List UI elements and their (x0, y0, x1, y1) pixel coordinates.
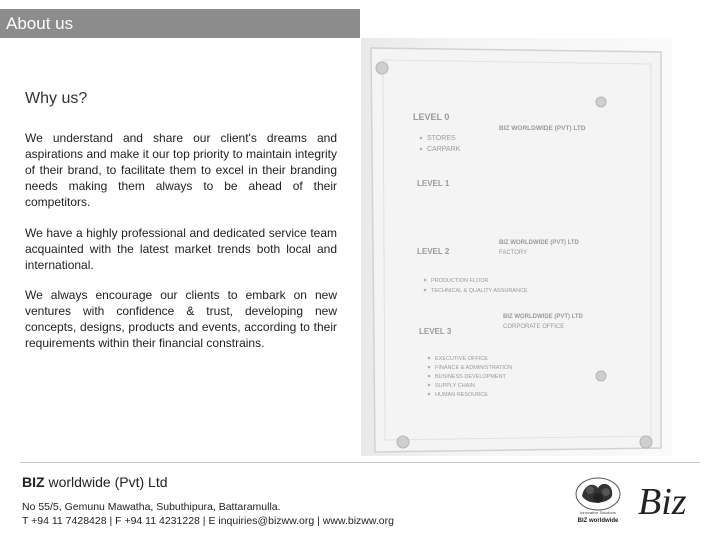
biz-emblem-logo (568, 474, 628, 531)
emblem-caption: BIZ worldwide (577, 518, 619, 524)
sign-level3-item-2: FINANCE & ADMINISTRATION (435, 365, 513, 371)
sign-level0-item-2: CARPARK (427, 146, 461, 153)
standoff-bolt (640, 436, 652, 448)
paragraph-1: We understand and share our client's dreams and aspirations and make it our top priority to maintain integrity of their brand, to facilitate them to excel in their branding needs making them always to be ahead of their competitors. (25, 131, 337, 209)
standoff-bolt (596, 97, 606, 107)
standoff-bolt (397, 436, 409, 448)
footer-address: No 55/5, Gemunu Mawatha, Subuthipura, Battaramulla. (22, 501, 281, 513)
footer-company-bold: BIZ (22, 474, 45, 490)
sign-level2-sub: FACTORY (499, 250, 528, 256)
sign-level3-sub: CORPORATE OFFICE (503, 324, 565, 330)
sign-board-photo (361, 38, 672, 456)
sign-level2-item-1: PRODUCTION FLOOR (431, 278, 489, 284)
page-title: About us (6, 14, 74, 33)
script-logo-text: Biz (638, 481, 687, 523)
sign-level0-item-1: STORES (427, 135, 456, 142)
footer-company-rest: worldwide (Pvt) Ltd (44, 474, 168, 490)
title-bar (0, 9, 360, 38)
standoff-bolt (376, 62, 388, 74)
paragraph-2: We have a highly professional and dedicated service team acquainted with the latest market trends both local and international. (25, 226, 337, 272)
section-subtitle: Why us? (25, 90, 88, 107)
emblem-tagline: Innovative Solutions (580, 510, 616, 515)
biz-script-logo (636, 476, 700, 531)
sign-level3-item-1: EXECUTIVE OFFICE (435, 356, 488, 362)
sign-level3-item-4: SUPPLY CHAIN (435, 383, 475, 389)
footer-company-name (22, 474, 168, 490)
sign-level3-item-3: BUSINESS DEVELOPMENT (435, 374, 506, 380)
sign-level2-company: BIZ WORLDWIDE (PVT) LTD (499, 240, 579, 246)
sign-level3-item-5: HUMAN RESOURCE (435, 392, 488, 398)
sign-level0: LEVEL 0 (413, 112, 450, 122)
sign-level3: LEVEL 3 (419, 327, 452, 336)
sign-level3-company: BIZ WORLDWIDE (PVT) LTD (503, 314, 583, 320)
standoff-bolt (596, 371, 606, 381)
sign-level1: LEVEL 1 (417, 179, 450, 188)
paragraph-3: We always encourage our clients to embark on new ventures with confidence & trust, developing new concepts, designs, products and events, according to their requirements within their financial constrains. (25, 288, 337, 350)
footer-contact: T +94 11 7428428 | F +94 11 4231228 | E inquiries@bizww.org | www.bizww.org (22, 515, 394, 527)
sign-level2: LEVEL 2 (417, 247, 450, 256)
footer-divider (20, 462, 700, 463)
sign-level2-item-2: TECHNICAL & QUALITY ASSURANCE (431, 288, 528, 294)
sign-board-illustration (361, 38, 672, 456)
sign-company: BIZ WORLDWIDE (PVT) LTD (499, 125, 586, 132)
